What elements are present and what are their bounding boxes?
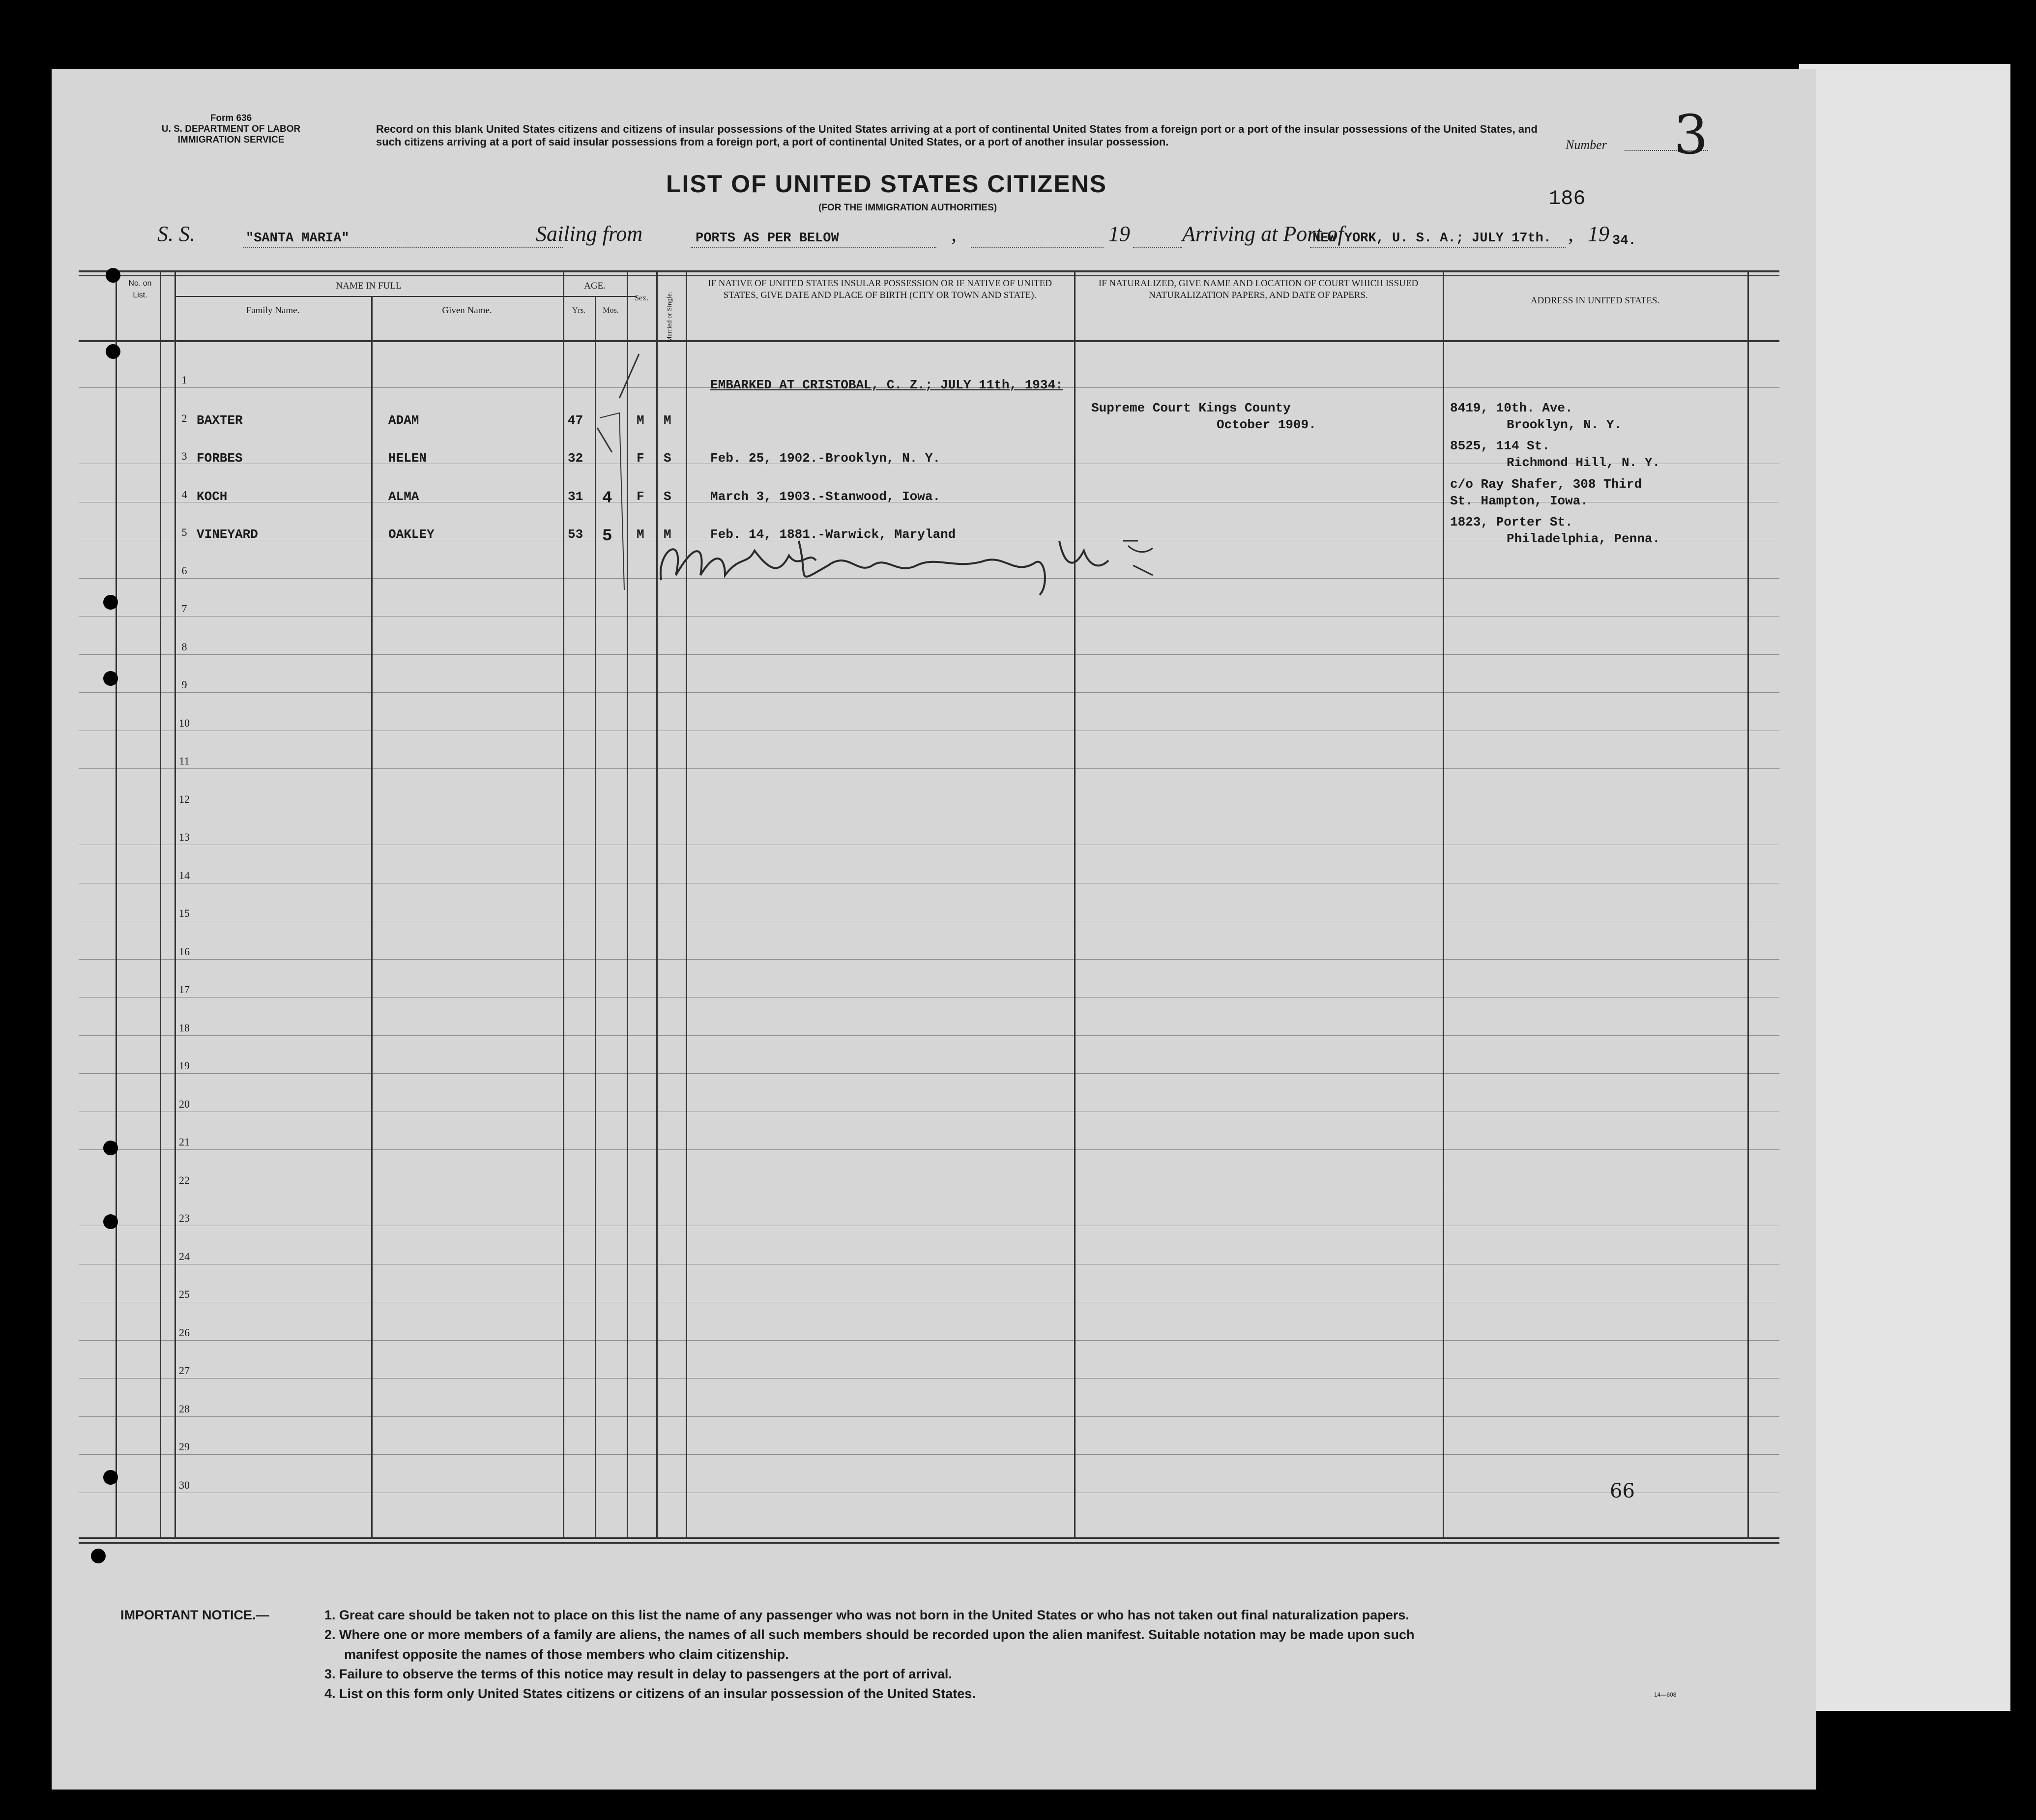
col-line-given — [371, 296, 373, 1539]
row-number: 7 — [181, 602, 187, 615]
row-rule — [79, 1454, 1779, 1455]
arrival-year-label: 19 — [1588, 222, 1609, 246]
row-rule — [79, 1340, 1779, 1341]
family-name: KOCH — [197, 489, 228, 504]
sex: M — [637, 412, 644, 428]
table-top-rule-2 — [79, 275, 1779, 276]
col-line-court — [1074, 270, 1076, 1539]
given-name: ALMA — [388, 489, 419, 504]
row-rule — [79, 692, 1779, 693]
sailing-date-underline — [971, 247, 1104, 248]
age-years: 31 — [568, 489, 583, 504]
row-number: 29 — [179, 1440, 190, 1453]
number-label: Number — [1566, 138, 1607, 152]
ss-label: S. S. — [157, 222, 195, 246]
given-name: HELEN — [388, 451, 427, 466]
ship-underline — [243, 247, 563, 248]
row-rule — [79, 1035, 1779, 1036]
arriving-label: Arriving at Port of — [1182, 222, 1344, 246]
sailing-from: PORTS AS PER BELOW — [696, 231, 839, 246]
col-sex: Sex. — [635, 294, 648, 302]
col-name-in-full: NAME IN FULL — [336, 281, 402, 291]
row-rule — [79, 959, 1779, 960]
row-number: 8 — [181, 640, 187, 653]
address-line: St. Hampton, Iowa. — [1450, 493, 1588, 508]
row-number: 14 — [179, 869, 190, 881]
col-naturalized: IF NATURALIZED, GIVE NAME AND LOCATION OF COURT WHICH ISSUED NATURALIZATION PAPERS, AND DATE OF PAPERS. — [1098, 278, 1419, 300]
row-number: 17 — [179, 983, 190, 996]
row-number: 25 — [179, 1288, 190, 1300]
embarked-note: EMBARKED AT CRISTOBAL, C. Z.; JULY 11th, 1934: — [710, 378, 1063, 392]
row-rule — [79, 768, 1779, 769]
underlying-page — [1799, 64, 2010, 1711]
form-number: Form 636 — [210, 113, 252, 123]
col-line-margin — [116, 270, 117, 1539]
department: U. S. DEPARTMENT OF LABOR — [161, 124, 301, 134]
address-line: c/o Ray Shafer, 308 Third — [1450, 476, 1642, 492]
row-number: 9 — [181, 678, 187, 691]
family-name: BAXTER — [197, 412, 243, 428]
col-mos: Mos. — [603, 306, 619, 315]
row-number: 28 — [179, 1402, 190, 1415]
page-title: LIST OF UNITED STATES CITIZENS — [666, 170, 1107, 198]
row-number: 3 — [181, 450, 187, 462]
address-line: 1823, Porter St. — [1450, 515, 1573, 529]
row-number: 26 — [179, 1326, 190, 1339]
notice-item-3: 3. Failure to observe the terms of this notice may result in delay to passengers at the port of arrival. — [324, 1667, 952, 1681]
notice-item-2: 2. Where one or more members of a family are aliens, the names of all such members should be recorded upon the alien manifest. Suitable notation may be made upon such — [324, 1627, 1415, 1642]
sex: M — [637, 527, 644, 542]
page-number: 186 — [1548, 187, 1586, 210]
punch-hole — [103, 671, 118, 686]
row-number: 5 — [181, 526, 187, 538]
marital-status: M — [664, 412, 671, 428]
row-number: 22 — [179, 1174, 190, 1186]
birth-info: March 3, 1903.-Stanwood, Iowa. — [710, 489, 941, 504]
row-number: 27 — [179, 1364, 190, 1377]
col-married-single: Married or Single. — [666, 292, 673, 343]
naturalization-court: October 1909. — [1217, 417, 1316, 432]
given-name: OAKLEY — [388, 527, 435, 542]
row-number: 23 — [179, 1212, 190, 1224]
col-given-name: Given Name. — [442, 305, 492, 316]
given-name: ADAM — [388, 412, 419, 428]
footer-number: 66 — [1610, 1480, 1635, 1502]
row-number: 12 — [179, 793, 190, 805]
punch-hole — [103, 1470, 118, 1485]
col-family-name: Family Name. — [246, 305, 300, 316]
print-code: 14—608 — [1654, 1691, 1677, 1698]
arriving-underline — [1310, 247, 1566, 248]
birth-info: Feb. 14, 1881.-Warwick, Maryland — [710, 527, 956, 542]
row-number: 2 — [181, 411, 187, 424]
row-number: 6 — [181, 564, 187, 577]
family-name: VINEYARD — [197, 527, 258, 542]
col-yrs: Yrs. — [572, 306, 586, 315]
marital-status: S — [664, 451, 671, 466]
sex: F — [637, 489, 644, 504]
row-rule — [79, 997, 1779, 998]
row-number: 21 — [179, 1136, 190, 1148]
list-number: 3 — [1674, 103, 1708, 166]
address-line: 8419, 10th. Ave. — [1450, 400, 1573, 415]
marital-status: M — [664, 527, 671, 542]
ship-name: "SANTA MARIA" — [246, 231, 349, 246]
table-bottom-rule-2 — [79, 1542, 1779, 1544]
col-line-marital — [656, 270, 658, 1539]
row-number: 18 — [179, 1021, 190, 1034]
col-line-birth — [686, 270, 687, 1539]
row-number: 24 — [179, 1250, 190, 1262]
row-number: 15 — [179, 907, 190, 919]
arriving-comma: , — [1568, 222, 1573, 246]
row-rule — [79, 1416, 1779, 1417]
col-line-end — [1747, 270, 1749, 1539]
row-number: 11 — [179, 755, 190, 767]
sex: F — [637, 451, 644, 466]
arriving-port: NEW YORK, U. S. A.; JULY 17th. — [1312, 231, 1552, 246]
row-rule — [79, 1073, 1779, 1074]
family-name: FORBES — [197, 451, 243, 466]
punch-hole — [103, 595, 118, 610]
col-line-address — [1443, 270, 1444, 1539]
row-number: 1 — [181, 374, 187, 386]
punch-hole — [106, 268, 120, 283]
row-number: 10 — [179, 716, 190, 729]
birth-info: Feb. 25, 1902.-Brooklyn, N. Y. — [710, 451, 941, 466]
notice-item-1: 1. Great care should be taken not to place on this list the name of any passenger who was not born in the United States or who has not taken out final naturalization papers. — [324, 1608, 1409, 1622]
address-line: Richmond Hill, N. Y. — [1507, 455, 1660, 470]
age-group-rule — [563, 296, 637, 297]
sailing-comma: , — [951, 222, 957, 246]
row-rule — [79, 654, 1779, 655]
address-line: Philadelphia, Penna. — [1507, 531, 1660, 546]
col-line-yrs — [563, 270, 564, 1539]
row-number: 30 — [179, 1478, 190, 1491]
row-number: 20 — [179, 1097, 190, 1110]
notice-item-2-cont: manifest opposite the names of those members who claim citizenship. — [344, 1647, 789, 1662]
address-line: 8525, 114 St. — [1450, 439, 1550, 453]
notice-label: IMPORTANT NOTICE.— — [120, 1608, 269, 1622]
row-number: 19 — [179, 1059, 190, 1072]
page-subtitle: (FOR THE IMMIGRATION AUTHORITIES) — [818, 203, 997, 213]
row-number: 16 — [179, 945, 190, 958]
punch-hole — [103, 1214, 118, 1229]
age-years: 53 — [568, 527, 583, 542]
sailing-label: Sailing from — [536, 222, 643, 246]
table-bottom-rule — [79, 1537, 1779, 1539]
punch-hole — [103, 1141, 118, 1155]
marital-status: S — [664, 489, 671, 504]
sailing-underline — [691, 247, 936, 248]
col-age: AGE. — [584, 281, 606, 291]
form-info — [157, 113, 305, 146]
naturalization-court: Supreme Court Kings County — [1091, 400, 1291, 415]
sailing-year-label: 19 — [1108, 222, 1130, 246]
row-number: 4 — [181, 488, 187, 500]
age-years: 32 — [568, 451, 583, 466]
signature — [641, 521, 1207, 600]
punch-hole — [106, 344, 120, 359]
col-address: ADDRESS IN UNITED STATES. — [1530, 295, 1660, 306]
row-rule — [79, 1149, 1779, 1150]
manifest-sheet — [52, 69, 1816, 1790]
age-years: 47 — [568, 412, 583, 428]
punch-hole — [91, 1549, 106, 1563]
col-birth: IF NATIVE OF UNITED STATES INSULAR POSSESSION OR IF NATIVE OF UNITED STATES, GIVE DATE AND PLACE OF BIRTH (CITY OR TOWN AND STATE). — [708, 278, 1052, 300]
notice-item-4: 4. List on this form only United States citizens or citizens of an insular possession of the United States. — [324, 1686, 976, 1701]
age-months: 5 — [602, 527, 612, 546]
age-months: 4 — [602, 489, 612, 508]
intro-text: Record on this blank United States citizens and citizens of insular possessions of the United States arriving at a port of continental United States from a foreign port or a port of the insular possessions of the United States, and such citizens arriving at a port of said insular possessions from a foreign port, a port of continental United States, or a port of another insular possession. — [376, 123, 1538, 148]
row-rule — [79, 1378, 1779, 1379]
row-number: 13 — [179, 831, 190, 843]
table-top-rule — [79, 270, 1779, 272]
header-bottom-rule — [79, 340, 1779, 342]
address-line: Brooklyn, N. Y. — [1507, 417, 1622, 432]
col-no-on-list: No. on List. — [128, 279, 152, 299]
service: IMMIGRATION SERVICE — [177, 135, 285, 145]
sailing-year-underline — [1133, 247, 1182, 248]
arrival-year: 34. — [1612, 234, 1636, 248]
